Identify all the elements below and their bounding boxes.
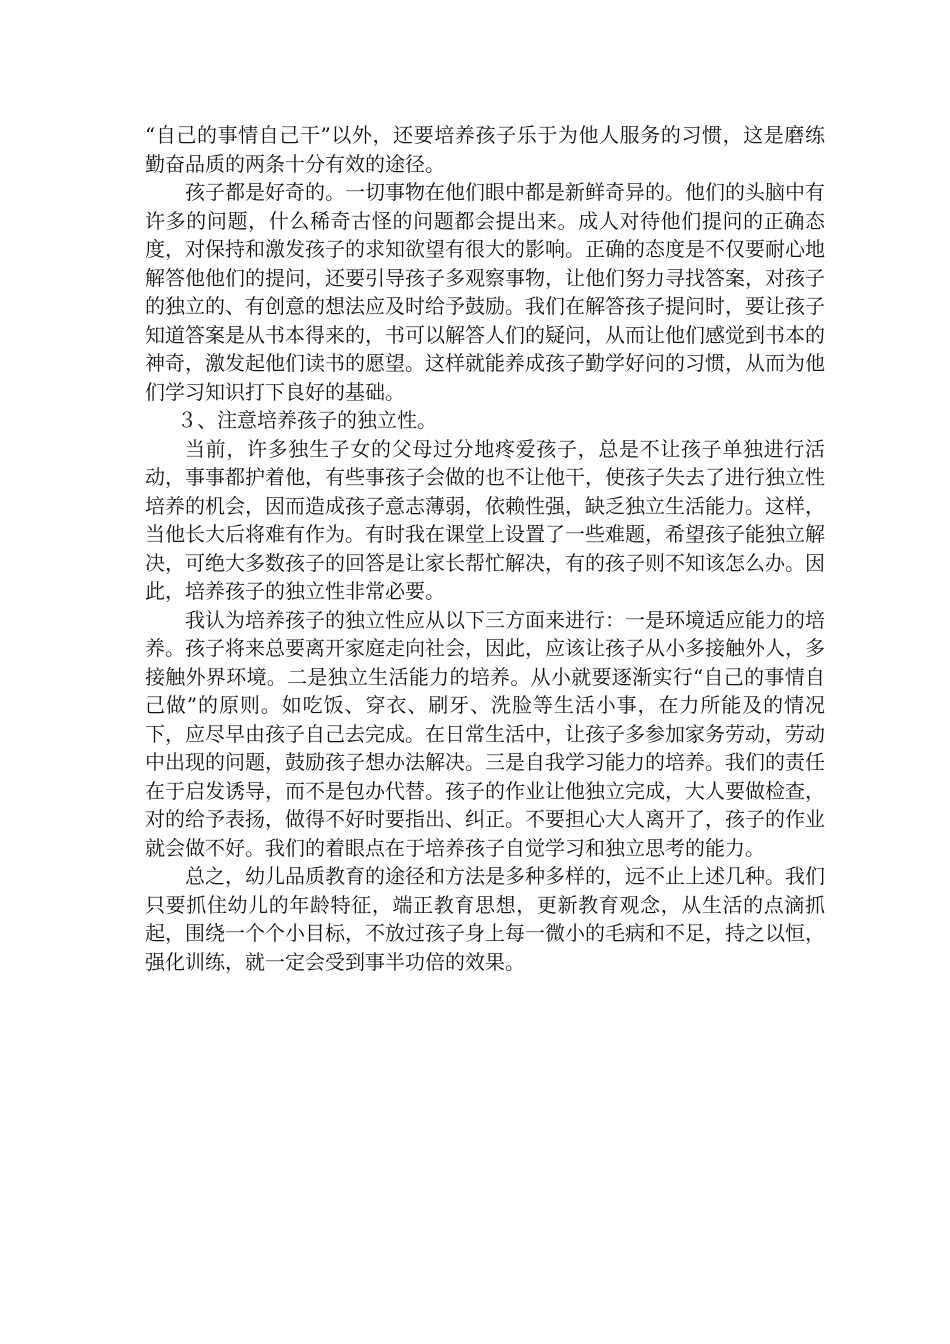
paragraph-independence-problem: 当前，许多独生子女的父母过分地疼爱孩子，总是不让孩子单独进行活动，事事都护着他，有些事孩子会做的也不让他干，使孩子失去了进行独立性培养的机会，因而造成孩子意志薄弱，依赖性强，缺乏独立生活能力。这样，当他长大后将难有作为。有时我在课堂上设置了一些难题，希望孩子能独立解决，可绝大多数孩子的回答是让家长帮忙解决，有的孩子则不知该怎么办。因此，培养孩子的独立性非常必要。 (145, 436, 825, 603)
paragraph-curiosity: 孩子都是好奇的。一切事物在他们眼中都是新鲜奇异的。他们的头脑中有许多的问题，什么稀奇古怪的问题都会提出来。成人对待他们提问的正确态度，对保持和激发孩子的求知欲望有很大的影响。正确的态度是不仅要耐心地解答他他们的提问，还要引导孩子多观察事物，让他们努力寻找答案，对孩子的独立的、有创意的想法应及时给予鼓励。我们在解答孩子提问时，要让孩子知道答案是从书本得来的，书可以解答人们的疑问，从而让他们感觉到书本的神奇，激发起他们读书的愿望。这样就能养成孩子勤学好问的习惯，从而为他们学习知识打下良好的基础。 (145, 180, 825, 404)
paragraph-continuation: “自己的事情自己干”以外，还要培养孩子乐于为他人服务的习惯，这是磨练勤奋品质的两条十分有效的途径。 (145, 123, 825, 176)
paragraph-conclusion: 总之，幼儿品质教育的途径和方法是多种多样的，远不止上述几种。我们只要抓住幼儿的年龄特征，端正教育思想，更新教育观念，从生活的点滴抓起，围绕一个个小目标，不放过孩子身上每一微小的毛病和不足，持之以恒，强化训练，就一定会受到事半功倍的效果。 (145, 864, 825, 974)
document-body (145, 121, 825, 976)
paragraph-independence-methods: 我认为培养孩子的独立性应从以下三方面来进行：一是环境适应能力的培养。孩子将来总要离开家庭走向社会，因此，应该让孩子从小多接触外人，多接触外界环境。二是独立生活能力的培养。从小就要逐渐实行“自己的事情自己做”的原则。如吃饭、穿衣、刷牙、洗脸等生活小事，在力所能及的情况下，应尽早由孩子自己去完成。在日常生活中，让孩子多参加家务劳动，劳动中出现的问题，鼓励孩子想办法解决。三是自我学习能力的培养。我们的责任在于启发诱导，而不是包办代替。孩子的作业让他独立完成，大人要做检查，对的给予表扬，做得不好时要指出、纠正。不要担心大人离开了，孩子的作业就会做不好。我们的着眼点在于培养孩子自觉学习和独立思考的能力。 (145, 607, 825, 860)
section-heading-independence: ３、注意培养孩子的独立性。 (177, 408, 437, 432)
